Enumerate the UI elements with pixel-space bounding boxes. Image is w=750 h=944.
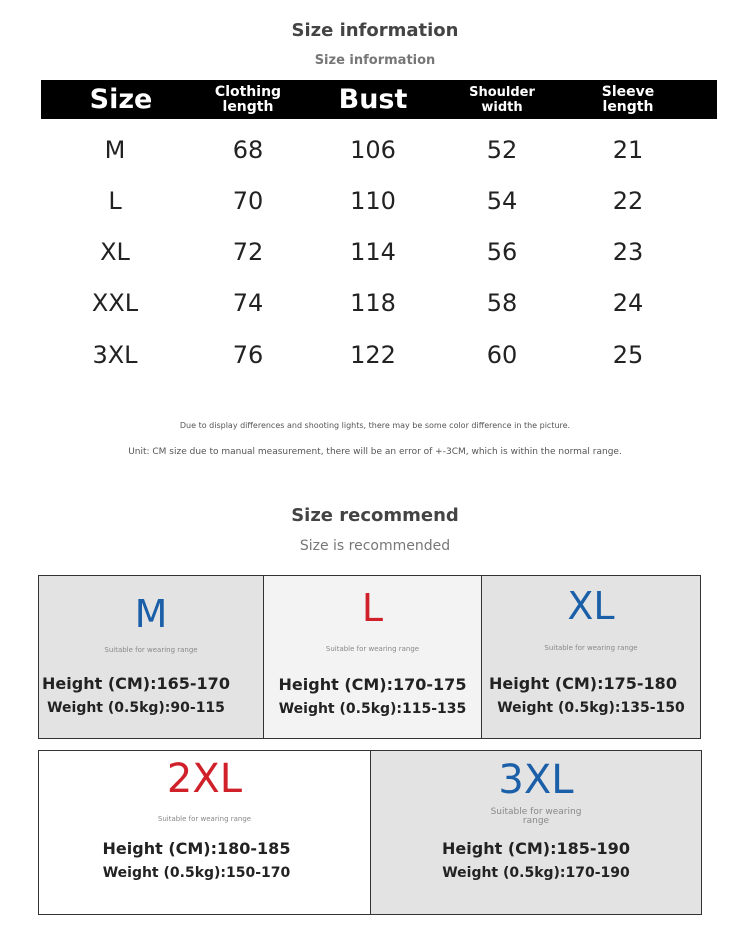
header-sleeve-length: Sleeve length: [601, 83, 655, 115]
card-height: Height (CM):170-175: [278, 675, 467, 694]
card-weight: Weight (0.5kg):170-190: [442, 865, 630, 881]
cell-bust: 106: [350, 136, 396, 164]
header-size: Size: [89, 84, 153, 115]
size-card-l: [263, 575, 482, 739]
size-card-3xl: [370, 750, 702, 915]
cell-size: M: [104, 136, 126, 164]
card-size-label: 2XL: [166, 756, 243, 802]
cell-shoulder-width: 54: [486, 187, 518, 215]
table-row: [41, 181, 717, 221]
cell-shoulder-width: 58: [486, 289, 518, 317]
cell-bust: 114: [350, 238, 396, 266]
card-size-label: 3XL: [498, 757, 574, 803]
card-weight: Weight (0.5kg):115-135: [278, 701, 467, 717]
size-recommend-title: Size recommend: [291, 505, 459, 526]
size-card-m: [38, 575, 264, 739]
card-height: Height (CM):165-170: [42, 674, 230, 693]
header-bust: Bust: [338, 84, 408, 115]
header-clothing-length: Clothing length: [214, 83, 282, 115]
cell-shoulder-width: 52: [486, 136, 518, 164]
card-size-label: M: [134, 592, 168, 636]
size-card-2xl: [38, 750, 371, 915]
card-range-caption: Suitable for wearing range: [157, 815, 252, 823]
header-shoulder-width: Shoulder width: [469, 84, 535, 115]
cell-sleeve-length: 21: [612, 136, 644, 164]
cell-sleeve-length: 24: [612, 289, 644, 317]
cell-bust: 118: [350, 289, 396, 317]
cell-clothing-length: 68: [232, 136, 264, 164]
table-row: [41, 283, 717, 323]
card-height: Height (CM):175-180: [489, 674, 677, 693]
cell-sleeve-length: 23: [612, 238, 644, 266]
size-recommend-subtitle: Size is recommended: [299, 538, 451, 554]
unit-note: Unit: CM size due to manual measurement, there will be an error of +-3CM, which is within the normal range.: [128, 447, 622, 457]
cell-shoulder-width: 60: [486, 341, 518, 369]
cell-bust: 122: [350, 341, 396, 369]
cell-clothing-length: 72: [232, 238, 264, 266]
cell-size: XL: [100, 238, 130, 266]
card-size-label: XL: [567, 584, 615, 628]
table-row: [41, 232, 717, 272]
table-header: [41, 80, 717, 119]
cell-sleeve-length: 22: [612, 187, 644, 215]
card-weight: Weight (0.5kg):90-115: [47, 700, 225, 716]
cell-clothing-length: 76: [232, 341, 264, 369]
card-range-caption: Suitable for wearing range: [104, 646, 198, 654]
table-row: [41, 130, 717, 170]
cell-bust: 110: [350, 187, 396, 215]
cell-shoulder-width: 56: [486, 238, 518, 266]
card-height: Height (CM):180-185: [102, 839, 291, 858]
card-height: Height (CM):185-190: [442, 839, 630, 858]
size-card-xl: [481, 575, 701, 739]
cell-size: L: [108, 187, 122, 215]
size-information-subtitle: Size information: [314, 53, 436, 68]
size-information-title: Size information: [291, 20, 459, 41]
cell-clothing-length: 74: [232, 289, 264, 317]
color-difference-note: Due to display differences and shooting lights, there may be some color difference in the picture.: [179, 421, 571, 430]
cell-size: 3XL: [92, 341, 138, 369]
card-weight: Weight (0.5kg):135-150: [497, 700, 685, 716]
card-range-caption: Suitable for wearing range: [544, 644, 638, 652]
table-row: [41, 335, 717, 375]
cell-size: XXL: [91, 289, 139, 317]
card-size-label: L: [361, 586, 384, 630]
card-range-caption: Suitable for wearing range: [325, 645, 420, 653]
card-weight: Weight (0.5kg):150-170: [102, 865, 291, 881]
cell-clothing-length: 70: [232, 187, 264, 215]
card-range-caption: Suitable for wearing range: [490, 807, 582, 826]
cell-sleeve-length: 25: [612, 341, 644, 369]
